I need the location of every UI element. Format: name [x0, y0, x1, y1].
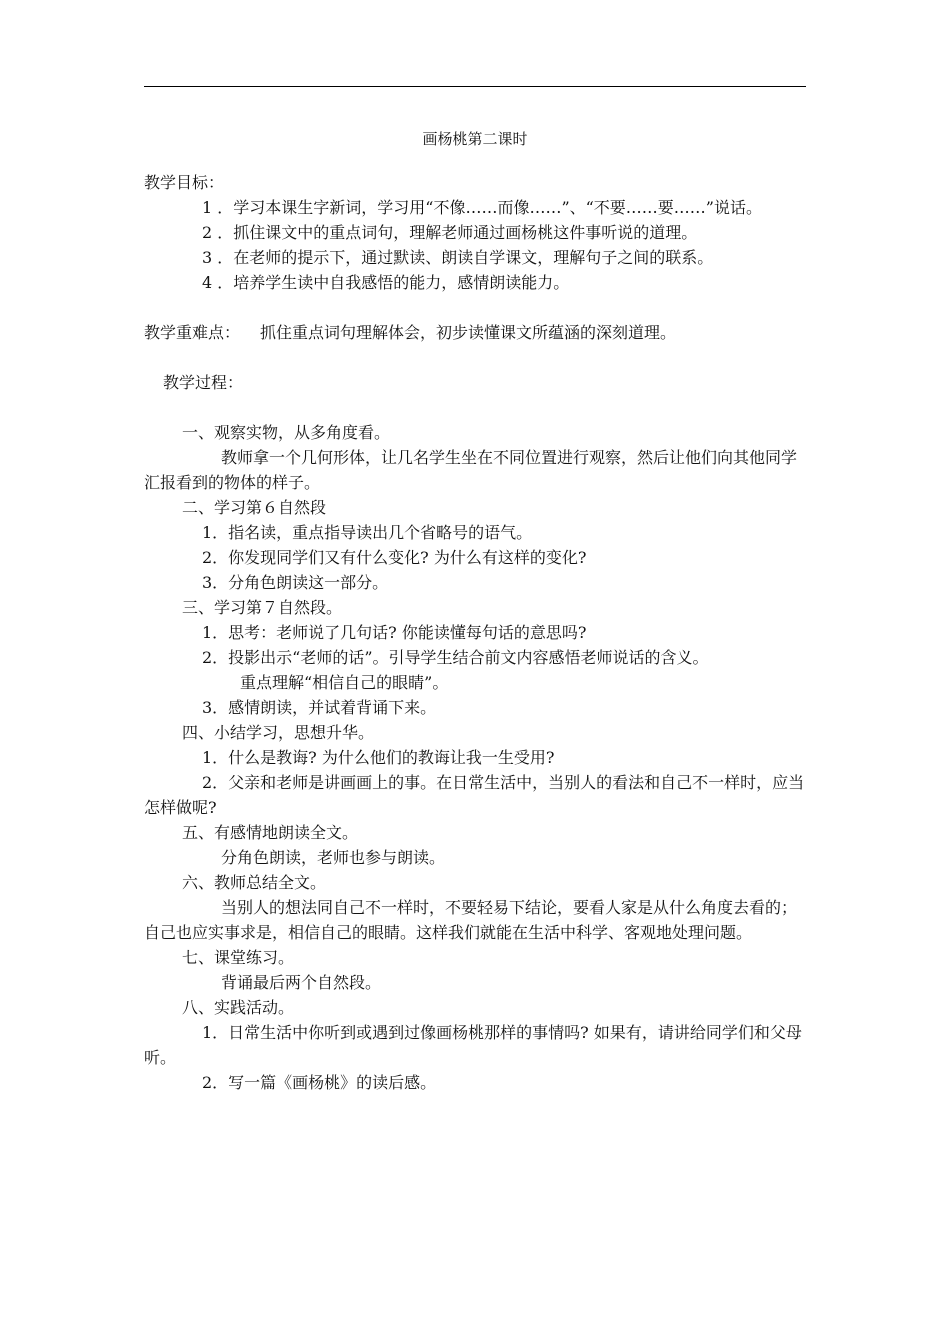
section-3-item-2: 2．投影出示“老师的话”。引导学生结合前文内容感悟老师说话的含义。 [202, 648, 709, 667]
goal-item-1: 1 ．学习本课生字新词，学习用“不像……而像……”、“不要……要……”说话。 [202, 198, 762, 217]
section-3-item-3: 3．感情朗读，并试着背诵下来。 [202, 698, 437, 717]
section-2-item-2: 2．你发现同学们又有什么变化? 为什么有这样的变化? [202, 548, 587, 567]
difficulty-line [144, 320, 806, 345]
document-title: 画杨桃第二课时 [422, 130, 528, 148]
section-7-text: 背诵最后两个自然段。 [221, 973, 382, 992]
section-3-note: 重点理解“相信自己的眼睛”。 [240, 673, 449, 692]
section-6-text: 当别人的想法同自己不一样时，不要轻易下结论，要看人家是从什么角度去看的；自己也应实事求是，相信自己的眼睛。这样我们就能在生活中科学、客观地处理问题。 [144, 898, 798, 942]
section-3-title: 三、学习第７自然段。 [182, 598, 343, 617]
section-4-item-1: 1．什么是教诲? 为什么他们的教诲让我一生受用? [202, 748, 555, 767]
section-7-title: 七、课堂练习。 [182, 948, 295, 967]
document-body [144, 170, 806, 1095]
section-8-title: 八、实践活动。 [182, 998, 295, 1017]
goal-item-3: 3 ．在老师的提示下，通过默读、朗读自学课文，理解句子之间的联系。 [202, 248, 714, 267]
section-6-title: 六、教师总结全文。 [182, 873, 327, 892]
section-2-item-3: 3．分角色朗读这一部分。 [202, 573, 389, 592]
section-4-title: 四、小结学习，思想升华。 [182, 723, 375, 742]
section-1-title: 一、观察实物，从多角度看。 [182, 423, 391, 442]
section-2-title: 二、学习第６自然段 [182, 498, 327, 517]
section-1-text: 教师拿一个几何形体，让几名学生坐在不同位置进行观察，然后让他们向其他同学汇报看到的物体的样子。 [144, 448, 798, 492]
section-2-item-1: 1．指名读，重点指导读出几个省略号的语气。 [202, 523, 533, 542]
section-4-item-2: 2．父亲和老师是讲画画上的事。在日常生活中，当别人的看法和自己不一样时，应当怎样做呢? [144, 773, 805, 817]
section-5-text: 分角色朗读，老师也参与朗读。 [221, 848, 446, 867]
goals-heading: 教学目标： [144, 173, 225, 192]
goal-item-4: 4 ．培养学生读中自我感悟的能力，感情朗读能力。 [202, 273, 570, 292]
header-rule [144, 86, 806, 87]
section-5-title: 五、有感情地朗读全文。 [182, 823, 359, 842]
goal-item-2: 2 ．抓住课文中的重点词句，理解老师通过画杨桃这件事听说的道理。 [202, 223, 698, 242]
section-3-item-1: 1．思考：老师说了几句话? 你能读懂每句话的意思吗? [202, 623, 587, 642]
section-8-item-1: 1．日常生活中你听到或遇到过像画杨桃那样的事情吗? 如果有，请讲给同学们和父母听。 [144, 1023, 802, 1067]
difficulty-label: 教学重难点： [144, 323, 241, 342]
difficulty-text: 抓住重点词句理解体会，初步读懂课文所蕴涵的深刻道理。 [260, 323, 677, 342]
process-heading: 教学过程： [163, 373, 244, 392]
section-8-item-2: 2．写一篇《画杨桃》的读后感。 [202, 1073, 437, 1092]
